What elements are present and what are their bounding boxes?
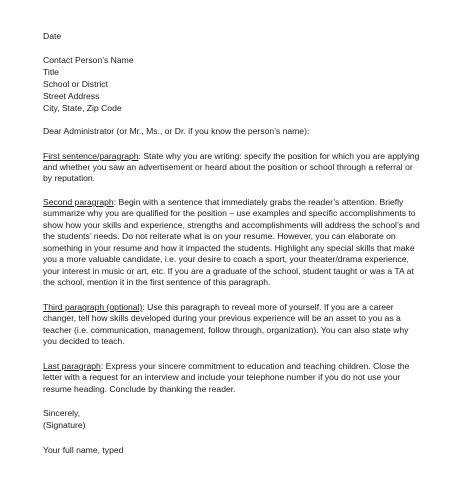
- third-paragraph-line: teacher (i.e. communication, management, follow through, organization). You can also state why: [43, 325, 409, 335]
- last-paragraph-line: Last paragraph: Express your sincere commitment to education and teaching children. Close the: [43, 361, 410, 371]
- last-paragraph-label: Last paragraph: [43, 361, 101, 371]
- second-paragraph-line: Second paragraph: Begin with a sentence that immediately grabs the reader’s attention. Briefly: [43, 197, 404, 207]
- contact-title: Title: [43, 67, 59, 77]
- first-paragraph-label: First sentence/paragraph: [43, 151, 139, 161]
- signature: (Signature): [43, 420, 86, 430]
- second-paragraph-line: something in your resume and how it impacted the students. Highlight any special skills that make: [43, 243, 415, 253]
- third-paragraph-line: changer, tell how skills developed during your previous experience will be an asset to you as a: [43, 313, 401, 323]
- second-paragraph-line: your interest in music or art, etc. If you are a graduate of the school, student taught or was a TA at: [43, 266, 414, 276]
- last-paragraph-line: resume heading. Conclude by thanking the reader.: [43, 384, 236, 394]
- third-paragraph-line: you decided to teach.: [43, 336, 125, 346]
- salutation: Dear Administrator (or Mr., Ms., or Dr. if you know the person’s name):: [43, 126, 310, 136]
- second-paragraph-line: summarize why you are qualified for the position – use examples and specific accomplishments to: [43, 208, 416, 218]
- first-paragraph-line: by reputation.: [43, 173, 96, 183]
- date-line: Date: [43, 31, 62, 41]
- second-paragraph-line: show how your skills and experience, strengths and accomplishments will address the school’s and: [43, 220, 420, 230]
- second-paragraph-line: the school, mention it in the first sentence of this paragraph.: [43, 277, 271, 287]
- third-paragraph-label: Third paragraph (optional): [43, 302, 143, 312]
- full-name: Your full name, typed: [43, 445, 124, 455]
- second-paragraph-line: you a more valuable candidate, i.e. your desire to coach a sport, your theater/drama experience,: [43, 254, 409, 264]
- city-state-zip: City, State, Zip Code: [43, 103, 122, 113]
- first-paragraph-line: and whether you saw an advertisement or heard about the position or school through a referral or: [43, 162, 413, 172]
- third-paragraph-line: Third paragraph (optional): Use this paragraph to reveal more of yourself. If you are a career: [43, 302, 394, 312]
- closing: Sincerely,: [43, 408, 81, 418]
- contact-name: Contact Person’s Name: [43, 55, 134, 65]
- school-or-district: School or District: [43, 79, 108, 89]
- first-paragraph-line: First sentence/paragraph: State why you are writing: specify the position for which you are applying: [43, 151, 420, 161]
- second-paragraph-label: Second paragraph: [43, 197, 114, 207]
- street-address: Street Address: [43, 91, 100, 101]
- second-paragraph-line: the students’ needs. Do not reiterate what is on your resume. However, you can elaborate on: [43, 231, 396, 241]
- last-paragraph-line: letter with a request for an interview and include your telephone number if you do not use your: [43, 372, 401, 382]
